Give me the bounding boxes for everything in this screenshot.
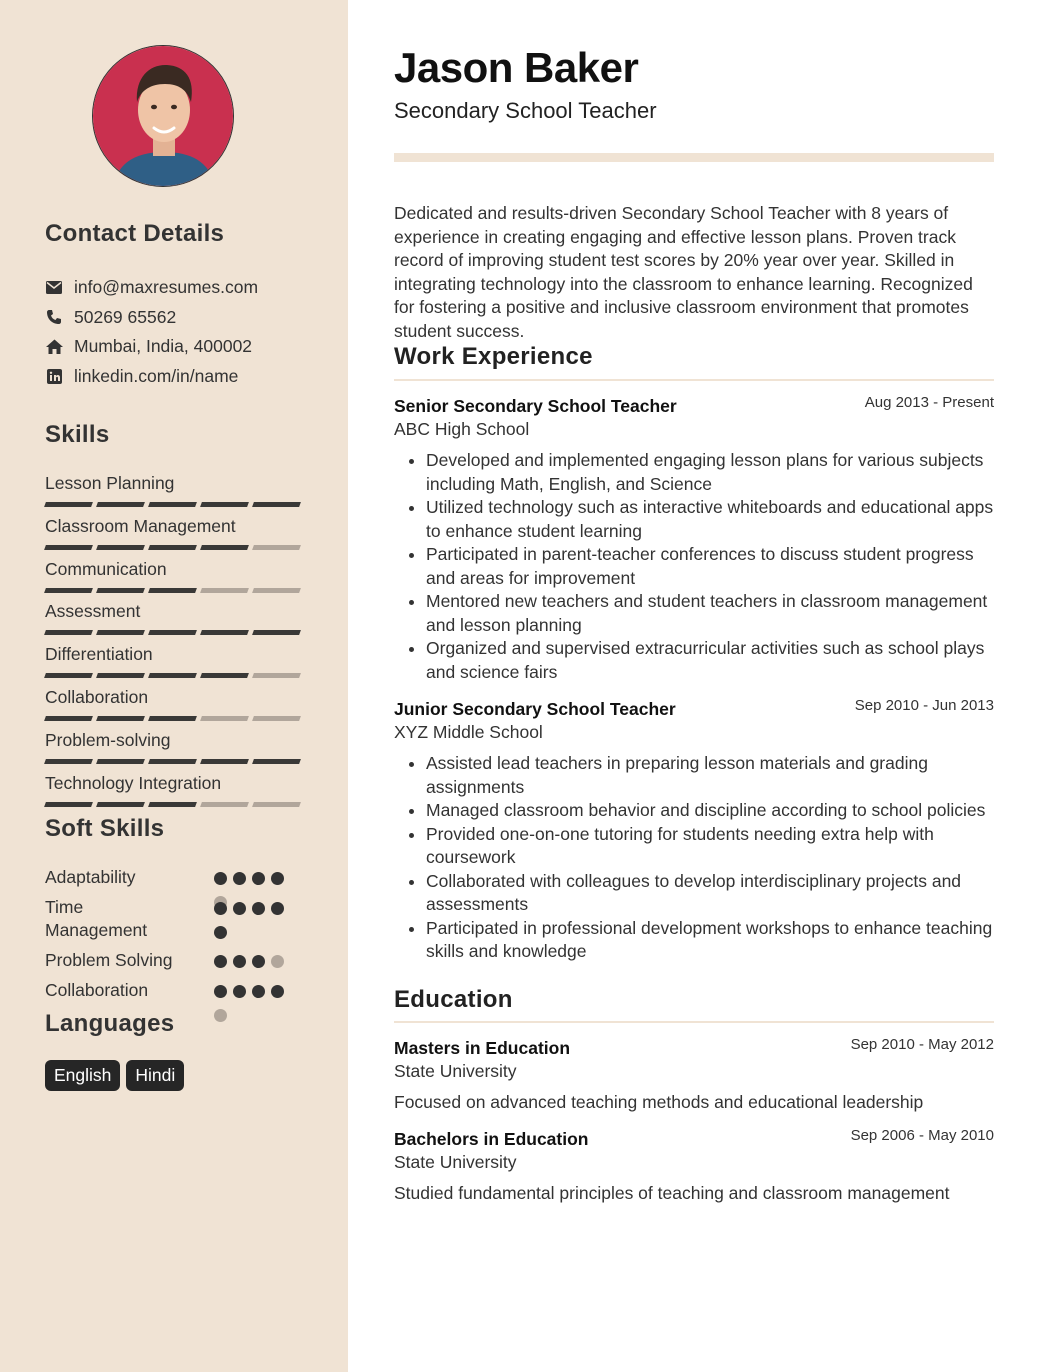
skill-level-segment (96, 673, 145, 678)
skill-level-segment (148, 759, 197, 764)
rating-dot (214, 926, 227, 939)
skill-item (45, 729, 305, 764)
rating-dot (214, 1009, 227, 1022)
skill-level-bars (45, 759, 305, 764)
contact-email[interactable] (45, 275, 258, 299)
rating-dot (214, 955, 227, 968)
skill-level-segment (44, 630, 93, 635)
skill-item (45, 472, 305, 507)
soft-skill-name: Problem Solving (45, 950, 173, 970)
contact-address (45, 334, 252, 358)
skill-level-segment (148, 802, 197, 807)
skill-level-segment (96, 759, 145, 764)
skill-level-segment (200, 545, 249, 550)
avatar (92, 45, 234, 187)
job-bullet: • Collaborated with colleagues to develop interdisciplinary projects and assessments (426, 870, 994, 917)
contact-address-text: Mumbai, India, 400002 (74, 335, 253, 356)
skill-name: Classroom Management (45, 515, 236, 536)
profile-photo (93, 46, 234, 187)
rating-dot (214, 902, 227, 915)
skill-level-segment (200, 802, 249, 807)
job-company: XYZ Middle School (394, 722, 543, 742)
education-description: Studied fundamental principles of teaching and classroom management (394, 1183, 950, 1203)
skill-level-segment (148, 545, 197, 550)
soft-skill-name: Time Management (45, 897, 148, 940)
skill-item (45, 686, 305, 721)
soft-skill-name: Collaboration (45, 980, 149, 1000)
skill-level-segment (44, 545, 93, 550)
skill-level-segment (252, 630, 301, 635)
job-bullet: • Assisted lead teachers in preparing lesson materials and grading assignments (426, 752, 994, 799)
job-title: Junior Secondary School Teacher (394, 699, 676, 719)
skill-level-segment (44, 673, 93, 678)
skill-level-bars (45, 630, 305, 635)
skill-item (45, 515, 305, 550)
skill-level-segment (96, 716, 145, 721)
skill-name: Differentiation (45, 644, 153, 665)
skill-level-segment (96, 630, 145, 635)
skill-level-segment (200, 502, 249, 507)
skill-level-bars (45, 673, 305, 678)
skill-item (45, 558, 305, 593)
header-divider (394, 153, 994, 162)
skill-level-segment (252, 545, 301, 550)
language-chip: Hindi (126, 1060, 184, 1091)
skill-level-segment (96, 545, 145, 550)
skill-name: Technology Integration (45, 772, 222, 793)
contact-phone-text: 50269 65562 (74, 306, 177, 327)
skill-name: Assessment (45, 601, 141, 622)
skill-level-segment (148, 630, 197, 635)
skill-level-bars (45, 716, 305, 721)
skill-level-segment (148, 673, 197, 678)
skill-item (45, 600, 305, 635)
skill-level-segment (96, 802, 145, 807)
rating-dot (271, 985, 284, 998)
skill-name: Problem-solving (45, 729, 171, 750)
contact-linkedin-text: linkedin.com/in/name (74, 365, 239, 386)
rating-dot (252, 902, 265, 915)
job-bullets (394, 752, 994, 964)
skill-name: Lesson Planning (45, 473, 175, 493)
summary-text: Dedicated and results-driven Secondary School Teacher with 8 years of experience in creating engaging and effective lesson plans. Proven track record of improving student test scores by 20% year over year. Skilled in integrating technology into the classroom to enhance learning. Recognized for fostering a positive and inclusive classroom environment that promotes student success. (394, 203, 973, 341)
skill-level-segment (148, 716, 197, 721)
section-divider (394, 379, 994, 381)
languages-heading: Languages (45, 1010, 175, 1037)
skill-level-segment (252, 673, 301, 678)
contact-email-text: info@maxresumes.com (74, 276, 259, 297)
rating-dot (233, 902, 246, 915)
skill-level-segment (252, 759, 301, 764)
rating-dot (271, 902, 284, 915)
skill-item (45, 772, 305, 807)
skill-level-segment (200, 759, 249, 764)
rating-dot (271, 955, 284, 968)
rating-dot (233, 985, 246, 998)
skill-level-segment (96, 502, 145, 507)
skill-level-bars (45, 802, 305, 807)
job-bullet: • Provided one-on-one tutoring for students needing extra help with coursework (426, 823, 994, 870)
envelope-icon (45, 278, 63, 296)
job-bullet: • Developed and implemented engaging lesson plans for various subjects including Math, English, and Science (426, 449, 994, 496)
job-bullet: • Utilized technology such as interactive whiteboards and educational apps to enhance student learning (426, 496, 994, 543)
rating-dot (233, 955, 246, 968)
skill-level-segment (44, 759, 93, 764)
skill-level-segment (44, 716, 93, 721)
education-dates: Sep 2006 - May 2010 (850, 1127, 994, 1144)
rating-dot (271, 872, 284, 885)
skill-level-segment (252, 502, 301, 507)
skill-level-segment (252, 802, 301, 807)
skill-level-segment (252, 716, 301, 721)
skill-level-segment (44, 502, 93, 507)
education-school: State University (394, 1152, 517, 1172)
candidate-name: Jason Baker (394, 44, 639, 91)
soft-skill-name: Adaptability (45, 867, 136, 887)
sidebar (0, 0, 348, 1372)
job-dates: Sep 2010 - Jun 2013 (854, 697, 994, 714)
job-bullets (394, 449, 994, 684)
job-dates: Aug 2013 - Present (864, 394, 994, 411)
contact-phone[interactable] (45, 305, 176, 329)
rating-dot (252, 985, 265, 998)
work-experience-heading: Work Experience (394, 343, 593, 370)
language-chip: English (45, 1060, 120, 1091)
rating-dot (214, 985, 227, 998)
skill-level-segment (44, 588, 93, 593)
job-bullet: • Managed classroom behavior and discipline according to school policies (426, 799, 994, 823)
skill-name: Collaboration (45, 687, 149, 707)
skill-level-segment (200, 630, 249, 635)
degree-title: Bachelors in Education (394, 1129, 589, 1149)
skill-level-segment (44, 802, 93, 807)
job-title: Senior Secondary School Teacher (394, 396, 677, 416)
contact-linkedin[interactable] (45, 364, 238, 388)
skill-name: Communication (45, 558, 167, 579)
job-bullet: • Mentored new teachers and student teachers in classroom management and lesson planning (426, 590, 994, 637)
phone-icon (45, 308, 63, 326)
candidate-title: Secondary School Teacher (394, 98, 657, 123)
education-description: Focused on advanced teaching methods and educational leadership (394, 1092, 924, 1112)
skill-level-segment (200, 588, 249, 593)
soft-skill-rating (214, 955, 294, 968)
skill-level-bars (45, 545, 305, 550)
job-company: ABC High School (394, 419, 530, 439)
rating-dot (233, 872, 246, 885)
rating-dot (252, 955, 265, 968)
education-dates: Sep 2010 - May 2012 (850, 1036, 994, 1053)
skill-level-segment (148, 588, 197, 593)
degree-title: Masters in Education (394, 1038, 571, 1058)
home-icon (45, 337, 63, 355)
contact-heading: Contact Details (45, 220, 225, 247)
skill-level-bars (45, 588, 305, 593)
soft-skill-rating (214, 902, 294, 939)
soft-skills-heading: Soft Skills (45, 815, 165, 842)
skill-level-segment (96, 588, 145, 593)
skills-heading: Skills (45, 421, 110, 448)
skill-level-segment (252, 588, 301, 593)
soft-skill-rating (214, 985, 294, 1022)
job-bullet: • Participated in parent-teacher conferences to discuss student progress and areas for improvement (426, 543, 994, 590)
education-heading: Education (394, 986, 513, 1013)
rating-dot (252, 872, 265, 885)
job-bullet: • Organized and supervised extracurricular activities such as school plays and science fairs (426, 637, 994, 684)
skill-level-segment (200, 716, 249, 721)
languages-list (45, 1060, 184, 1091)
skill-level-segment (200, 673, 249, 678)
section-divider (394, 1021, 994, 1023)
job-bullet: • Participated in professional development workshops to enhance teaching skills and knowledge (426, 917, 994, 964)
skill-item (45, 643, 305, 678)
skill-level-bars (45, 502, 305, 507)
skill-level-segment (148, 502, 197, 507)
education-school: State University (394, 1061, 517, 1081)
linkedin-icon (45, 367, 63, 385)
rating-dot (214, 872, 227, 885)
